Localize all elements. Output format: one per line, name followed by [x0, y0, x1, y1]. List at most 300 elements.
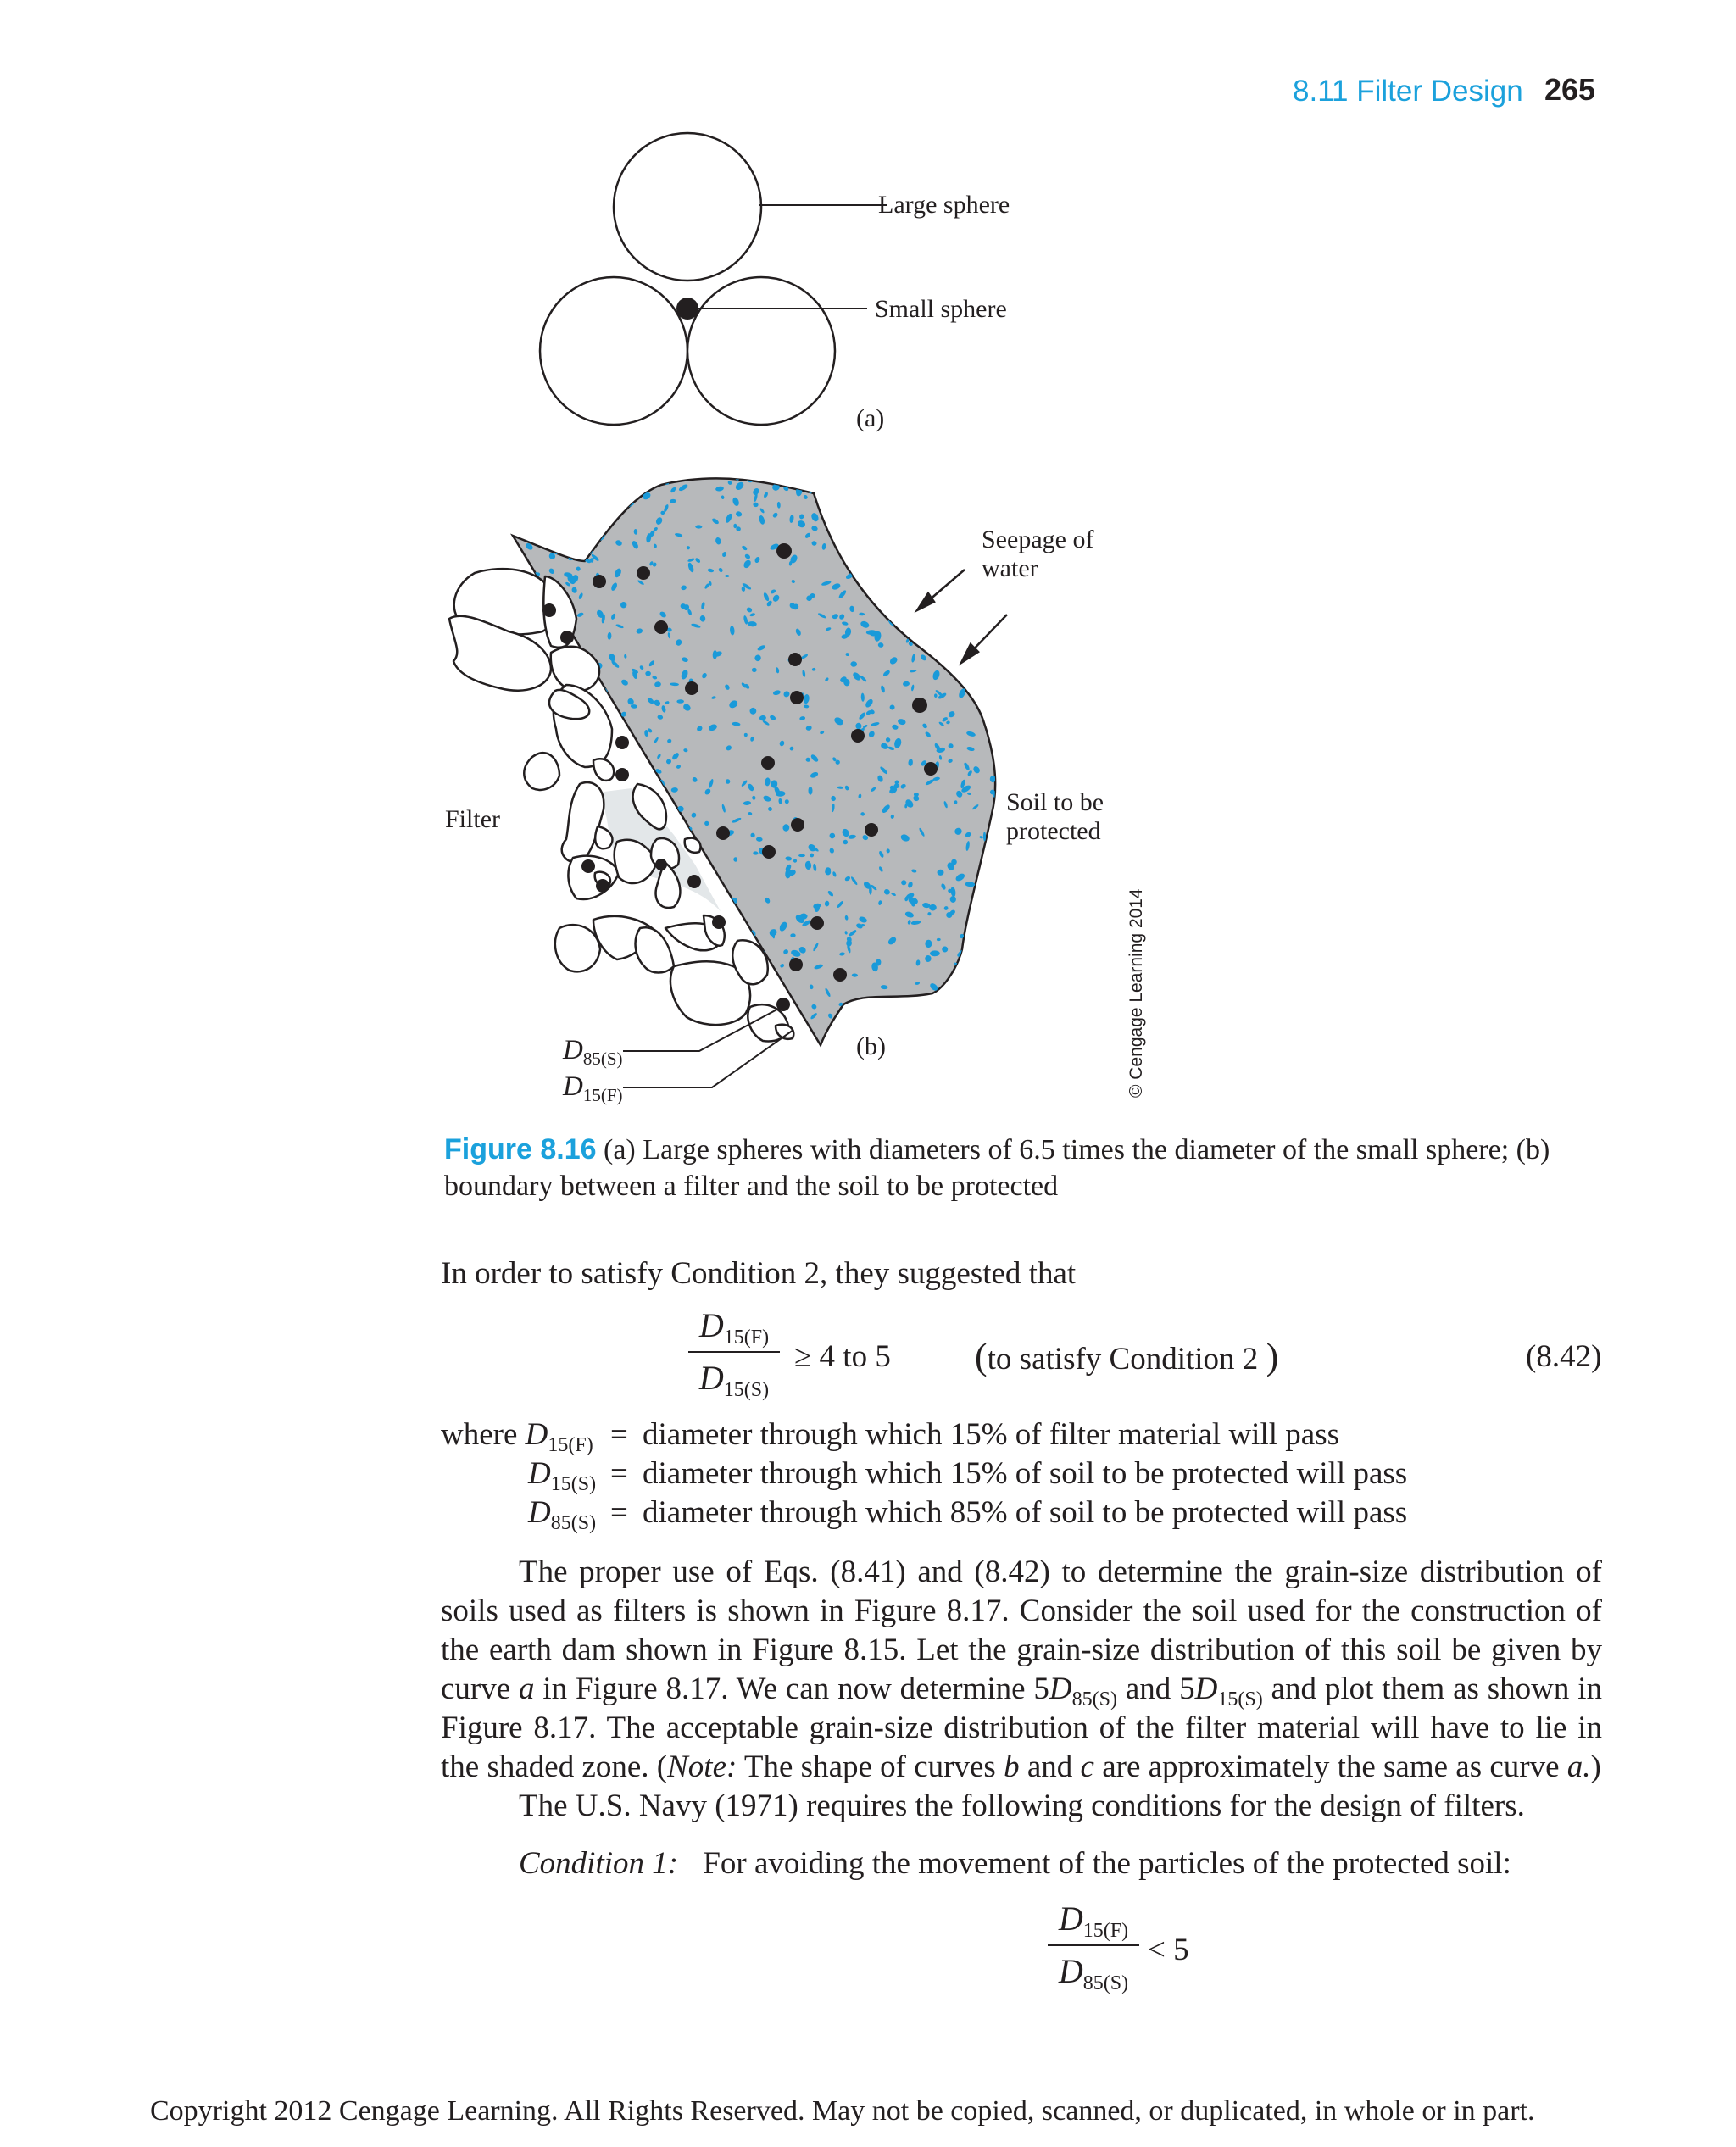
water-speckle — [897, 594, 901, 598]
copyright-footer: Copyright 2012 Cengage Learning. All Rights Reserved. May not be copied, scanned, or duplicated, in whole or in part. — [150, 2095, 1535, 2127]
water-speckle — [551, 1007, 561, 1015]
water-speckle — [569, 479, 572, 488]
water-speckle — [651, 1018, 658, 1026]
water-speckle — [999, 711, 1004, 720]
water-speckle — [670, 472, 677, 481]
water-speckle — [922, 517, 932, 523]
water-speckle — [530, 887, 536, 894]
water-speckle — [925, 617, 931, 623]
water-speckle — [541, 934, 548, 942]
water-speckle — [507, 907, 517, 917]
water-speckle — [654, 1017, 661, 1025]
water-speckle — [978, 659, 987, 669]
water-speckle — [911, 503, 917, 512]
eq-cond1-relation: < 5 — [1148, 1933, 1189, 1967]
water-speckle — [859, 518, 865, 525]
water-speckle — [701, 903, 707, 912]
water-speckle — [658, 1034, 664, 1041]
water-speckle — [599, 980, 606, 988]
water-speckle — [579, 996, 586, 1003]
water-speckle — [544, 503, 555, 514]
water-speckle — [969, 489, 980, 499]
water-speckle — [533, 521, 539, 527]
water-speckle — [595, 903, 603, 909]
water-speckle — [888, 491, 895, 501]
water-speckle — [655, 911, 666, 922]
water-speckle — [854, 525, 862, 536]
water-speckle — [968, 1008, 977, 1015]
definition-3-text: diameter through which 85% of soil to be protected will pass — [643, 1495, 1408, 1530]
water-speckle — [544, 856, 548, 866]
water-speckle — [507, 509, 515, 514]
water-speckle — [514, 780, 525, 789]
water-speckle — [559, 542, 566, 551]
water-speckle — [966, 569, 972, 575]
figure-part-a-tag: (a) — [856, 404, 885, 432]
water-speckle — [836, 534, 846, 540]
definition-1-text: diameter through which 15% of filter material will pass — [643, 1417, 1339, 1452]
soil-label-line1: Soil to be — [1006, 788, 1104, 816]
water-speckle — [599, 1016, 604, 1023]
water-speckle — [999, 716, 1010, 726]
definition-3-symbol: $D_{85(S)}$ — [528, 1495, 597, 1534]
water-speckle — [672, 1037, 682, 1044]
water-speckle — [896, 564, 903, 569]
water-speckle — [620, 475, 628, 482]
eq-8-42-relation: ≥ 4 to 5 — [794, 1339, 891, 1374]
water-speckle — [624, 887, 632, 895]
seepage-arrows — [917, 570, 1007, 663]
condition-1-text: For avoiding the movement of the particles of the protected soil: — [703, 1846, 1511, 1881]
water-speckle — [989, 725, 1000, 736]
figure-caption — [444, 1132, 1614, 1204]
water-speckle — [525, 866, 536, 871]
water-speckle — [582, 906, 587, 911]
water-speckle — [526, 885, 531, 890]
water-speckle — [948, 1032, 956, 1037]
water-speckle — [941, 629, 947, 636]
water-speckle — [985, 1002, 994, 1013]
paragraph-filters: The proper use of Eqs. (8.41) and (8.42) to determine the grain-size distribution of soils used as filters is shown in Figure 8.17. Consider the soil used for the construction of the earth dam shown in Figure 8.15. Let the grain-size distribution of this soil be given by curve a in Figure 8.17. We can now determine $5D_{85(S)}$ and $5D_{15(S)}$ and plot them as shown in Figure 8.17. The acceptable grain-size distribution of the filter material will have to lie in the shaded zone. (Note: The shape of curves b and c are approximately the same as curve a.) — [441, 1555, 1602, 1784]
water-speckle — [669, 1001, 675, 1007]
water-speckle — [591, 498, 603, 509]
water-speckle — [899, 1043, 904, 1048]
water-speckle — [909, 624, 914, 630]
water-speckle — [810, 1048, 816, 1051]
water-speckle — [835, 515, 841, 520]
water-speckle — [869, 533, 879, 542]
water-speckle — [752, 668, 757, 672]
water-speckle — [892, 582, 900, 590]
water-speckle — [682, 1042, 692, 1047]
equation-8-42 — [688, 1305, 1621, 1416]
water-speckle — [915, 536, 919, 542]
section-title: 8.11 Filter Design — [1293, 75, 1523, 108]
water-speckle — [1001, 878, 1006, 887]
water-speckle — [512, 546, 520, 553]
definition-2-text: diameter through which 15% of soil to be protected will pass — [643, 1456, 1408, 1491]
water-speckle — [659, 1034, 664, 1037]
water-speckle — [914, 793, 919, 797]
water-speckle — [533, 855, 540, 860]
water-speckle — [548, 512, 553, 516]
water-speckle — [860, 480, 865, 486]
water-speckle — [849, 539, 858, 545]
water-speckle — [1001, 654, 1010, 664]
water-speckle — [892, 1028, 900, 1037]
water-speckle — [581, 975, 591, 986]
water-speckle — [657, 1038, 665, 1044]
water-speckle — [537, 507, 543, 514]
water-speckle — [623, 891, 633, 898]
definition-equals: = = = — [610, 1417, 628, 1530]
water-speckle — [1004, 921, 1013, 930]
water-speckle — [960, 551, 965, 558]
eq-cond1-numerator: $D_{15(F)}$ — [1058, 1899, 1129, 1942]
water-speckle — [987, 613, 995, 624]
water-speckle — [998, 793, 1001, 798]
water-speckle — [906, 1013, 914, 1021]
figure-caption-number: Figure 8.16 — [444, 1133, 597, 1165]
water-speckle — [531, 967, 537, 972]
water-speckle — [999, 957, 1009, 963]
water-speckle — [988, 1004, 998, 1015]
water-speckle — [895, 1029, 904, 1037]
water-speckle — [918, 501, 924, 507]
water-speckle — [979, 1025, 986, 1032]
water-speckle — [646, 976, 653, 979]
water-speckle — [550, 498, 558, 506]
water-speckle — [609, 890, 614, 896]
soil-label-line2: protected — [1006, 817, 1101, 845]
water-speckle — [893, 557, 899, 564]
eq-cond1-fraction — [1048, 1899, 1139, 1992]
water-speckle — [987, 884, 993, 892]
water-speckle — [507, 925, 517, 932]
water-speckle — [925, 519, 930, 524]
condition-1 — [519, 1844, 1511, 1883]
water-speckle — [974, 939, 983, 945]
water-speckle — [983, 511, 992, 520]
water-speckle — [662, 475, 672, 479]
large-sphere-left — [540, 277, 687, 425]
water-speckle — [551, 893, 560, 904]
water-speckle — [591, 967, 596, 971]
water-speckle — [512, 692, 518, 697]
small-sphere — [676, 298, 698, 320]
water-speckle — [620, 728, 626, 734]
water-speckle — [518, 704, 526, 709]
water-speckle — [983, 659, 989, 665]
water-speckle — [821, 508, 828, 515]
eq-8-42-numerator: $D_{15(F)}$ — [698, 1306, 770, 1349]
water-speckle — [844, 1007, 849, 1013]
water-speckle — [1001, 948, 1009, 956]
water-speckle — [557, 480, 565, 487]
water-speckle — [530, 913, 534, 921]
water-speckle — [599, 981, 606, 984]
small-sphere-label: Small sphere — [875, 295, 1007, 323]
water-speckle — [530, 798, 534, 804]
water-speckle — [929, 566, 937, 574]
water-speckle — [556, 903, 567, 912]
water-speckle — [995, 832, 1001, 836]
water-speckle — [948, 571, 957, 576]
water-speckle — [521, 839, 527, 848]
water-speckle — [886, 592, 893, 598]
water-speckle — [928, 633, 933, 638]
water-speckle — [1001, 733, 1007, 743]
water-speckle — [999, 878, 1007, 883]
water-speckle — [559, 1019, 565, 1024]
condition-1-label: Condition 1: — [519, 1846, 679, 1881]
water-speckle — [512, 902, 519, 909]
water-speckle — [529, 910, 534, 916]
water-speckle — [581, 770, 590, 779]
d85s-label: $D_{85(S)}$ — [563, 1035, 623, 1069]
eq-8-42-denominator: $D_{15(S)}$ — [698, 1359, 770, 1401]
water-speckle — [691, 894, 698, 899]
water-speckle — [997, 490, 1005, 501]
water-speckle — [844, 516, 852, 525]
eq-8-42-number: (8.42) — [1526, 1339, 1602, 1374]
water-speckle — [654, 1035, 661, 1043]
water-speckle — [972, 925, 978, 931]
water-speckle — [733, 524, 737, 528]
water-speckle — [688, 954, 698, 959]
water-speckle — [849, 489, 855, 495]
water-speckle — [648, 1029, 655, 1036]
water-speckle — [876, 1011, 884, 1018]
water-speckle — [552, 857, 560, 865]
water-speckle — [515, 1046, 521, 1050]
water-speckle — [643, 1025, 646, 1032]
water-speckle — [595, 497, 605, 506]
water-speckle — [672, 1007, 678, 1014]
water-speckle — [541, 811, 548, 817]
water-speckle — [998, 902, 1008, 908]
water-speckle — [570, 538, 581, 548]
water-speckle — [933, 638, 941, 644]
eq-8-42-fraction — [688, 1305, 780, 1399]
water-speckle — [621, 898, 629, 904]
water-speckle — [520, 487, 529, 497]
water-speckle — [983, 976, 992, 984]
water-speckle — [528, 882, 537, 888]
page-number: 265 — [1544, 72, 1596, 107]
water-speckle — [862, 1005, 865, 1012]
water-speckle — [593, 992, 599, 998]
water-speckle — [595, 502, 605, 508]
water-speckle — [530, 810, 539, 818]
intro-sentence: In order to satisfy Condition 2, they suggested that — [441, 1256, 1077, 1291]
water-speckle — [604, 497, 609, 503]
water-speckle — [878, 591, 887, 598]
water-speckle — [937, 1015, 943, 1021]
water-speckle — [581, 978, 586, 984]
large-sphere-right — [687, 277, 835, 425]
water-speckle — [744, 733, 748, 737]
water-speckle — [668, 1006, 675, 1012]
figure-part-b-tag: (b) — [856, 1032, 886, 1060]
d15f-label: $D_{15(F)}$ — [563, 1071, 623, 1105]
water-speckle — [999, 830, 1004, 835]
water-speckle — [833, 476, 838, 481]
water-speckle — [978, 644, 988, 655]
water-speckle — [961, 622, 967, 627]
water-speckle — [736, 921, 744, 929]
water-speckle — [978, 936, 986, 943]
paragraph-navy: The U.S. Navy (1971) requires the following conditions for the design of filters. — [519, 1788, 1525, 1823]
water-speckle — [565, 1023, 572, 1031]
water-speckle — [978, 934, 985, 940]
water-speckle — [542, 807, 548, 813]
water-speckle — [631, 751, 635, 756]
water-speckle — [648, 995, 656, 1003]
water-speckle — [673, 1040, 681, 1046]
water-speckle — [523, 490, 531, 501]
water-speckle — [566, 896, 570, 902]
water-speckle — [530, 859, 537, 867]
water-speckle — [632, 985, 640, 990]
water-speckle — [535, 898, 542, 905]
water-speckle — [993, 969, 1003, 977]
water-speckle — [976, 601, 986, 610]
water-speckle — [997, 820, 1007, 830]
water-speckle — [809, 787, 813, 795]
water-speckle — [532, 476, 542, 484]
water-speckle — [998, 477, 1005, 483]
water-speckle — [997, 518, 1004, 526]
water-speckle — [1003, 878, 1010, 884]
water-speckle — [988, 930, 996, 940]
water-speckle — [553, 1018, 559, 1024]
water-speckle — [548, 477, 554, 484]
water-speckle — [823, 489, 828, 495]
water-speckle — [962, 539, 971, 546]
large-sphere-top — [614, 133, 761, 281]
sphere-diagram — [540, 133, 835, 425]
water-speckle — [588, 471, 593, 480]
water-speckle — [632, 751, 641, 754]
water-speckle — [978, 604, 984, 614]
water-speckle — [761, 1042, 765, 1047]
water-speckle — [520, 759, 526, 764]
water-speckle — [864, 570, 876, 581]
water-speckle — [893, 1002, 900, 1008]
eq-8-42-note: (to satisfy Condition 2 ) — [975, 1336, 1279, 1377]
water-speckle — [596, 964, 604, 968]
water-speckle — [936, 1031, 943, 1038]
water-speckle — [617, 899, 626, 909]
water-speckle — [528, 801, 536, 809]
water-speckle — [944, 568, 948, 574]
water-speckle — [647, 470, 655, 479]
water-speckle — [1001, 851, 1008, 858]
water-speckle — [646, 1037, 656, 1046]
water-speckle — [510, 941, 519, 948]
water-speckle — [1006, 481, 1010, 485]
water-speckle — [548, 543, 557, 547]
water-speckle — [613, 907, 617, 912]
water-speckle — [876, 537, 885, 546]
water-speckle — [587, 526, 592, 533]
water-speckle — [798, 854, 805, 857]
water-speckle — [682, 911, 693, 919]
water-speckle — [1004, 598, 1012, 604]
water-speckle — [543, 511, 549, 518]
large-sphere-label: Large sphere — [878, 191, 1010, 219]
water-speckle — [698, 907, 704, 913]
water-speckle — [823, 505, 833, 513]
water-speckle — [509, 514, 518, 523]
water-speckle — [525, 997, 535, 1000]
water-speckle — [996, 475, 1000, 481]
water-speckle — [988, 608, 995, 614]
water-speckle — [834, 540, 840, 544]
water-speckle — [876, 588, 882, 596]
water-speckle — [548, 858, 559, 865]
definition-2-symbol: $D_{15(S)}$ — [528, 1456, 597, 1495]
water-speckle — [906, 1023, 912, 1033]
water-speckle — [876, 547, 883, 554]
water-speckle — [580, 904, 584, 909]
water-speckle — [988, 476, 995, 483]
water-speckle — [586, 990, 593, 996]
water-speckle — [923, 576, 929, 583]
water-speckle — [840, 487, 845, 494]
water-speckle — [909, 1038, 916, 1045]
equation-condition-1 — [1048, 1899, 1302, 2009]
water-speckle — [637, 901, 647, 909]
water-speckle — [972, 911, 979, 919]
seepage-label-line1: Seepage of — [982, 526, 1094, 553]
water-speckle — [665, 1000, 671, 1006]
water-speckle — [543, 817, 553, 828]
water-speckle — [730, 1042, 737, 1048]
water-speckle — [837, 492, 846, 501]
water-speckle — [559, 832, 563, 837]
water-speckle — [925, 488, 932, 496]
eq-cond1-denominator: $D_{85(S)}$ — [1058, 1952, 1129, 1994]
copyright-watermark: © Cengage Learning 2014 — [1127, 888, 1146, 1098]
water-speckle — [522, 791, 528, 797]
water-speckle — [593, 972, 600, 980]
water-speckle — [668, 912, 675, 918]
definition-1: where $D_{15(F)}$ — [441, 1417, 593, 1456]
water-speckle — [754, 994, 762, 999]
water-speckle — [900, 480, 910, 488]
water-speckle — [623, 481, 632, 487]
water-speckle — [701, 868, 709, 873]
water-speckle — [681, 1021, 688, 1029]
water-speckle — [967, 1023, 971, 1032]
water-speckle — [637, 486, 643, 494]
water-speckle — [641, 1037, 648, 1045]
water-speckle — [506, 748, 514, 755]
water-speckle — [959, 475, 965, 481]
water-speckle — [628, 772, 635, 778]
water-speckle — [955, 648, 965, 654]
filter-label: Filter — [445, 805, 500, 833]
figure-caption-text: (a) Large spheres with diameters of 6.5 times the diameter of the small sphere; (b) boundary between a filter and the soil to be protected — [444, 1134, 1550, 1202]
seepage-label-line2: water — [982, 554, 1038, 582]
water-speckle — [999, 1013, 1005, 1023]
water-speckle — [648, 996, 655, 1004]
water-speckle — [520, 958, 527, 965]
water-speckle — [901, 592, 910, 602]
water-speckle — [539, 1042, 544, 1047]
